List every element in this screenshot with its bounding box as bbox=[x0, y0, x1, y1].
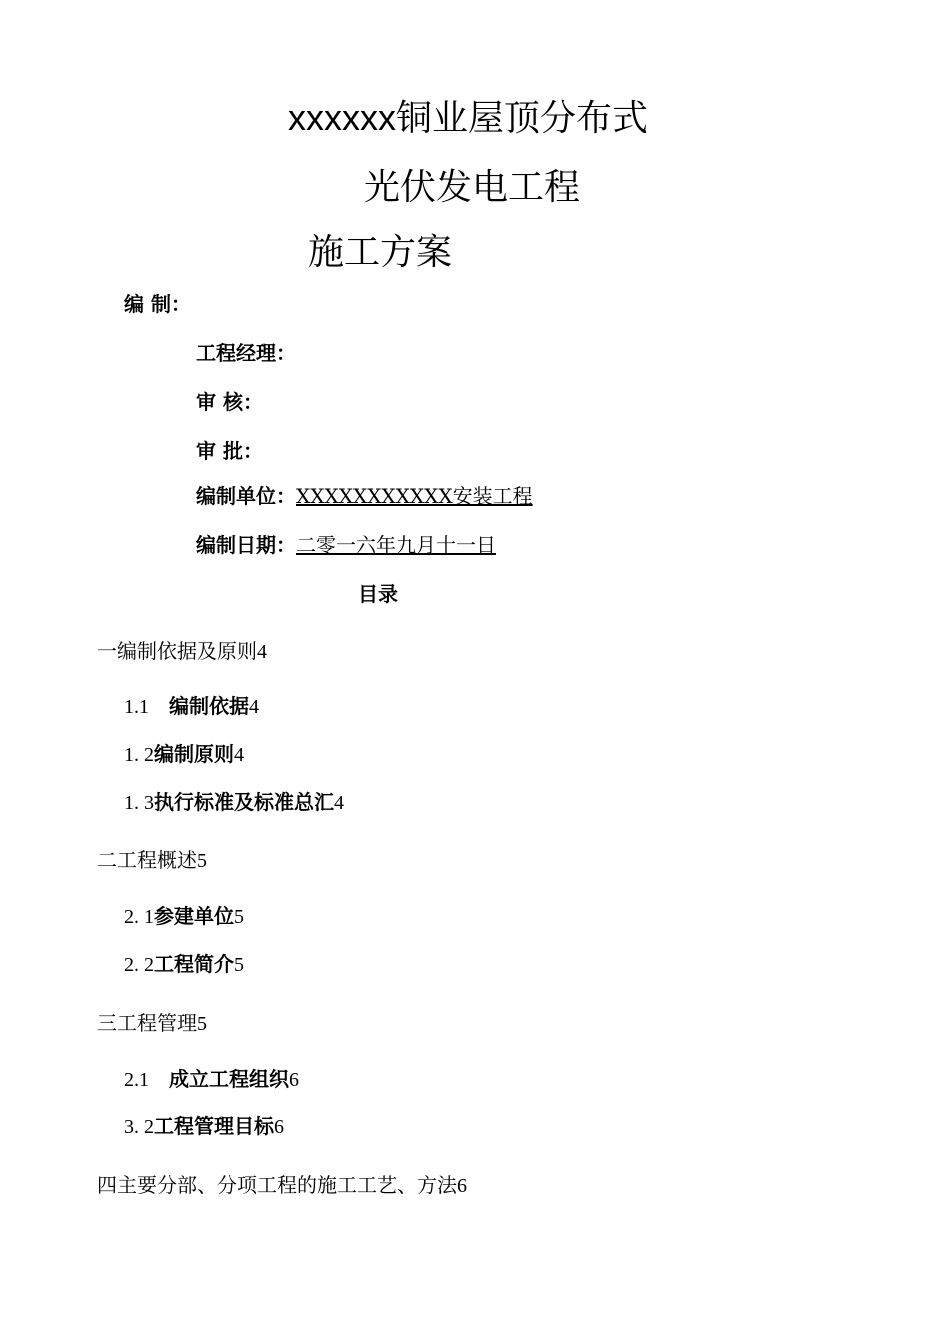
compiling-unit-row bbox=[196, 483, 533, 509]
toc-entry-page: 4 bbox=[249, 696, 259, 718]
toc-entry-3-1[interactable] bbox=[124, 1066, 299, 1093]
toc-entry-text: 四主要分部、分项工程的施工工艺、方法 bbox=[97, 1173, 457, 1197]
title-line-1-text: 铜业屋顶分布式 bbox=[396, 98, 649, 139]
toc-entry-text: 成立工程组织 bbox=[169, 1067, 289, 1091]
toc-entry-2-2[interactable] bbox=[124, 951, 244, 978]
toc-entry-page: 6 bbox=[457, 1175, 467, 1197]
toc-entry-page: 5 bbox=[234, 954, 244, 976]
toc-entry-page: 5 bbox=[197, 1013, 207, 1035]
toc-entry-number: 2. 1 bbox=[124, 906, 154, 928]
toc-entry-number: 1. 3 bbox=[124, 792, 154, 814]
toc-entry-text: 执行标准及标准总汇 bbox=[154, 790, 334, 814]
toc-entry-text: 二工程概述 bbox=[97, 848, 197, 872]
toc-entry-1-1[interactable] bbox=[124, 693, 259, 720]
title-company-placeholder: xxxxxx bbox=[288, 97, 396, 138]
toc-entry-page: 4 bbox=[334, 792, 344, 814]
toc-entry-page: 6 bbox=[274, 1116, 284, 1138]
toc-entry-page: 5 bbox=[197, 850, 207, 872]
toc-entry-text: 工程简介 bbox=[154, 952, 234, 976]
compiling-date-row bbox=[196, 532, 496, 558]
toc-entry-number: 1. 2 bbox=[124, 744, 154, 766]
toc-entry-1-3[interactable] bbox=[124, 789, 344, 816]
document-title-line-2: 光伏发电工程 bbox=[364, 167, 581, 208]
project-manager-label: 工程经理： bbox=[196, 341, 296, 365]
toc-entry-text: 一编制依据及原则 bbox=[97, 639, 257, 663]
toc-entry-1-2[interactable] bbox=[124, 741, 244, 768]
toc-entry-3[interactable] bbox=[97, 1010, 207, 1037]
toc-entry-4[interactable] bbox=[97, 1172, 467, 1199]
compiler-label: 编 制： bbox=[124, 292, 191, 316]
approver-label: 审 批： bbox=[196, 439, 263, 463]
reviewer-label: 审 核： bbox=[196, 390, 263, 414]
compiling-date-label: 编制日期： bbox=[196, 533, 296, 557]
toc-entry-3-2[interactable] bbox=[124, 1113, 284, 1140]
toc-entry-page: 5 bbox=[234, 906, 244, 928]
toc-entry-text: 工程管理目标 bbox=[154, 1114, 274, 1138]
toc-entry-number: 3. 2 bbox=[124, 1116, 154, 1138]
toc-entry-number: 1.1 bbox=[124, 696, 149, 718]
document-title-line-1 bbox=[288, 98, 648, 139]
toc-entry-text: 参建单位 bbox=[154, 904, 234, 928]
document-title-line-3: 施工方案 bbox=[308, 232, 453, 273]
toc-entry-text: 编制依据 bbox=[169, 694, 249, 718]
toc-entry-text: 三工程管理 bbox=[97, 1011, 197, 1035]
toc-entry-2-1[interactable] bbox=[124, 903, 244, 930]
toc-entry-text: 编制原则 bbox=[154, 742, 234, 766]
toc-entry-2[interactable] bbox=[97, 847, 207, 874]
compiling-unit-value: XXXXXXXXXXX安装工程 bbox=[296, 484, 533, 508]
toc-heading: 目录 bbox=[358, 582, 398, 606]
toc-entry-1[interactable] bbox=[97, 638, 267, 665]
toc-entry-page: 4 bbox=[234, 744, 244, 766]
toc-entry-number: 2.1 bbox=[124, 1069, 149, 1091]
compiling-unit-label: 编制单位： bbox=[196, 484, 296, 508]
toc-entry-page: 4 bbox=[257, 641, 267, 663]
compiling-date-value: 二零一六年九月十一日 bbox=[296, 533, 496, 557]
toc-entry-number: 2. 2 bbox=[124, 954, 154, 976]
toc-entry-page: 6 bbox=[289, 1069, 299, 1091]
